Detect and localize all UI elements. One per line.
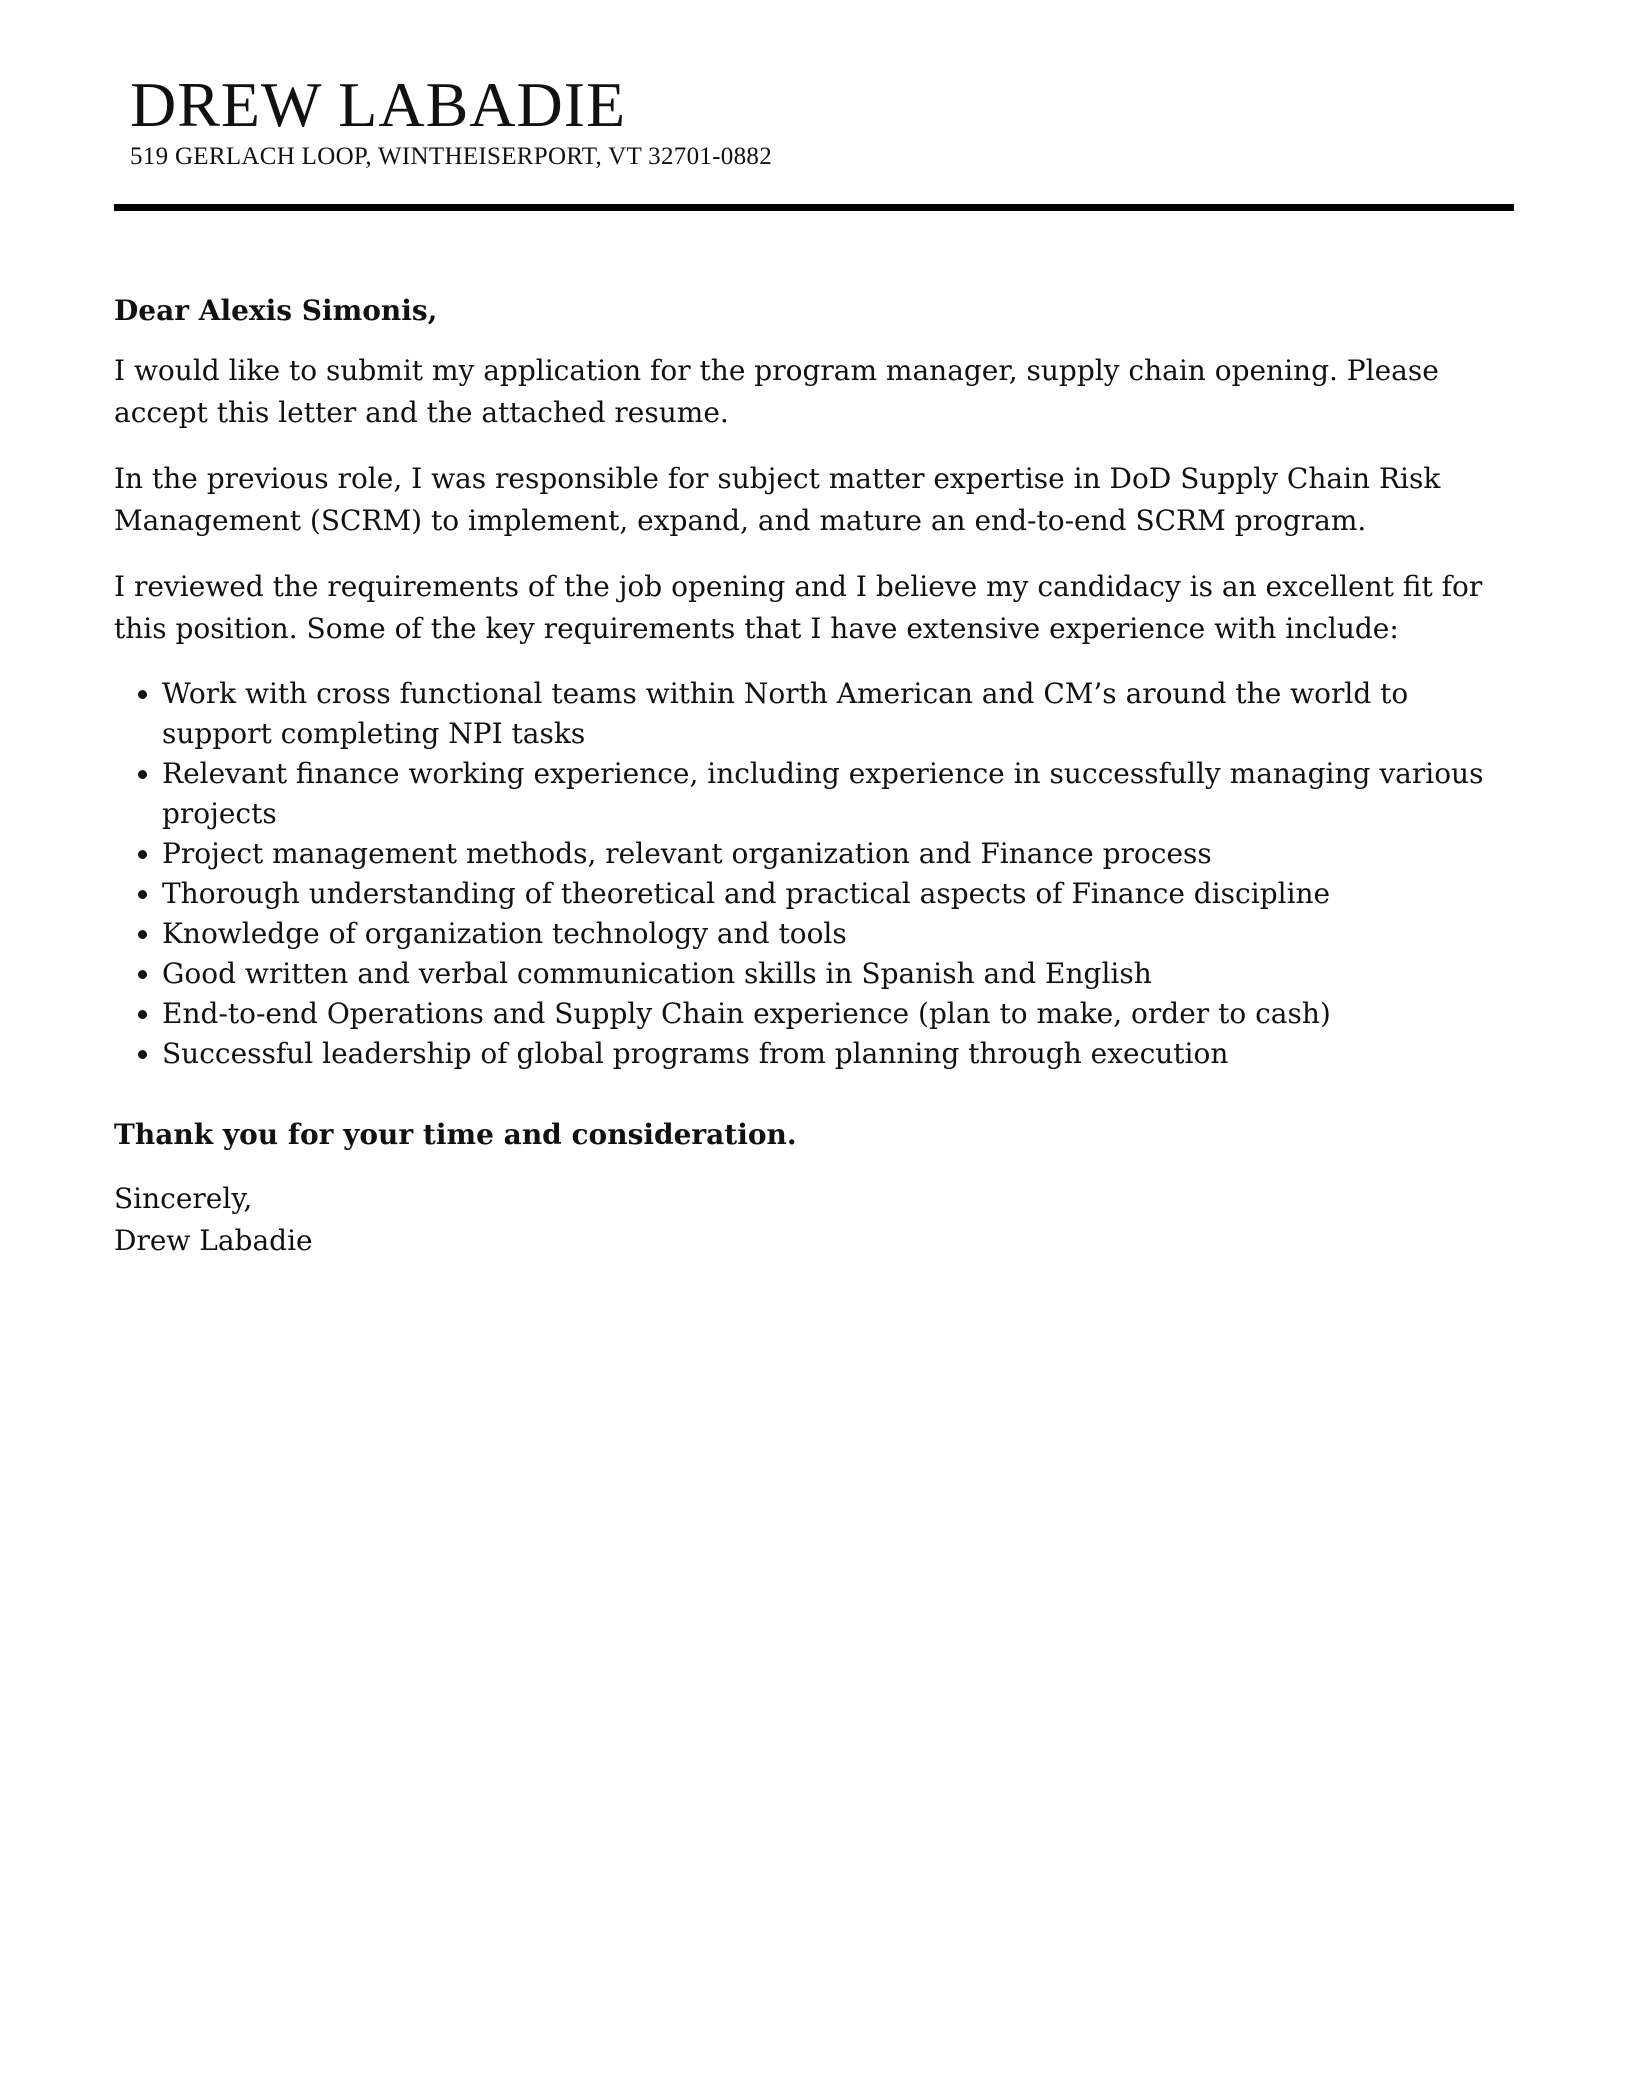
letter-header xyxy=(114,68,1514,172)
signature-name: Drew Labadie xyxy=(114,1224,313,1257)
paragraph-previous-role: In the previous role, I was responsible for subject matter expertise in DoD Supply Chain Risk Management (SCRM) to implement, expand, and mature an end-to-end SCRM program. xyxy=(114,462,1441,537)
requirement-item: • Relevant finance working experience, including experience in successfully managing various projects xyxy=(162,754,1514,834)
letter-body xyxy=(114,290,1514,1286)
requirement-item: • Thorough understanding of theoretical and practical aspects of Finance discipline xyxy=(162,874,1514,914)
paragraph-requirements-intro: I reviewed the requirements of the job opening and I believe my candidacy is an excellent fit for this position. Some of the key requirements that I have extensive experience with include: xyxy=(114,570,1483,645)
sign-off-block xyxy=(114,1178,1514,1262)
requirement-item: • Successful leadership of global programs from planning through execution xyxy=(162,1034,1514,1074)
requirement-item: • End-to-end Operations and Supply Chain experience (plan to make, order to cash) xyxy=(162,994,1514,1034)
sign-off: Sincerely, xyxy=(114,1182,253,1215)
requirement-item: • Project management methods, relevant organization and Finance process xyxy=(162,834,1514,874)
requirement-item: • Work with cross functional teams within North American and CM’s around the world to support completing NPI tasks xyxy=(162,674,1514,754)
requirement-item: • Knowledge of organization technology and tools xyxy=(162,914,1514,954)
sender-name: DREW LABADIE xyxy=(130,69,627,140)
sender-address: 519 GERLACH LOOP, WINTHEISERPORT, VT 32701-0882 xyxy=(130,143,773,170)
header-divider xyxy=(114,204,1514,211)
requirements-list xyxy=(114,674,1514,1074)
requirement-item: • Good written and verbal communication skills in Spanish and English xyxy=(162,954,1514,994)
closing-statement: Thank you for your time and consideration. xyxy=(114,1118,797,1151)
paragraph-intro: I would like to submit my application for the program manager, supply chain opening. Please accept this letter and the attached resume. xyxy=(114,354,1439,429)
salutation: Dear Alexis Simonis, xyxy=(114,294,438,327)
